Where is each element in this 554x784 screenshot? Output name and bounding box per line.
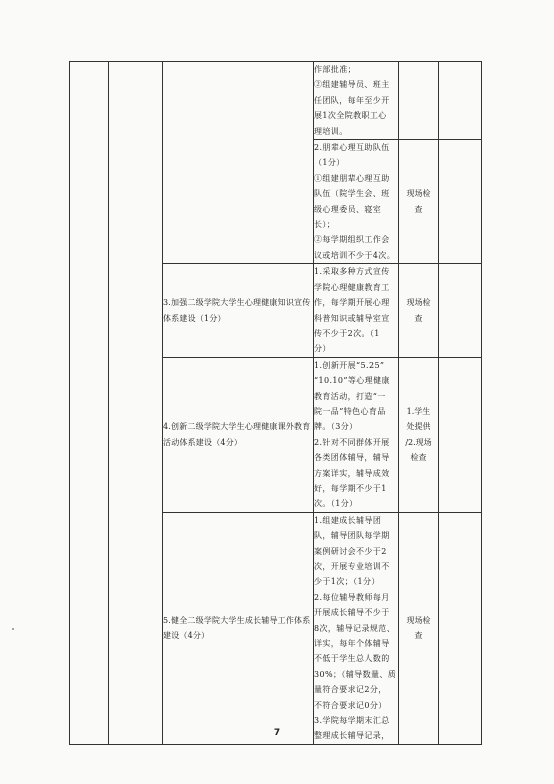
item-cell: 3.加强二级学院大学生心理健康知识宣传体系建设（1分）	[163, 264, 314, 357]
score-cell	[439, 264, 482, 357]
method-cell: 现场检 查	[399, 264, 439, 357]
standard-cell: 1.采取多种方式宣传 学院心理健康教育工 作，每学期开展心理 科普知识或辅导室宣 传不少于2次。（1 分）	[314, 264, 399, 357]
standard-cell: 2.朋辈心理互助队伍 （1分） ①组建朋辈心理互助 队伍（院学生会、班 级心理委员、寝室 长）； ②每学期组织工作会 议或培训不少于4次。	[314, 140, 399, 264]
table-row	[70, 62, 482, 140]
score-cell	[439, 62, 482, 140]
item-cell: 5.健全二级学院大学生成长辅导工作体系建设（4分）	[163, 512, 314, 744]
page-number: 7	[273, 728, 281, 738]
evaluation-table	[69, 61, 482, 745]
scan-speck	[12, 628, 14, 630]
category-cell	[70, 62, 109, 745]
score-cell	[439, 140, 482, 264]
score-cell	[439, 512, 482, 744]
subcategory-cell	[109, 62, 163, 745]
standard-cell: 作部批准； ②组建辅导员、班主 任团队，每年至少开 展1次全院教职工心 理培训。	[314, 62, 399, 140]
method-cell: 现场检 查	[399, 512, 439, 744]
item-cell	[163, 62, 314, 264]
item-cell: 4.创新二级学院大学生心理健康课外教育活动体系建设（4分）	[163, 357, 314, 512]
method-cell	[399, 62, 439, 140]
standard-cell: 1.创新开展“5.25” “10.10”等心理健康 教育活动，打造“一 院一品”特色心育品 牌。（3分） 2.针对不同群体开展 各类团体辅导，辅导 方案详实，辅导成效 好，每学期不少于1 次。（1分）	[314, 357, 399, 512]
score-cell	[439, 357, 482, 512]
method-cell: 现场检 查	[399, 140, 439, 264]
standard-cell: 1.组建成长辅导团 队，辅导团队每学期 案例研讨会不少于2 次，开展专业培训不 少于1次；（1分） 2.每位辅导教师每月 开展成长辅导不少于 8次，辅导记录规范、 详实，每年个体辅导 不低于学生总人数的 30%；（辅导数量、质 量符合要求记2分， 不符合要求记0分） 3.学院每学期末汇总 整理成长辅导记录，	[314, 512, 399, 744]
method-cell: 1.学生 处提供 /2.现场 检查	[399, 357, 439, 512]
